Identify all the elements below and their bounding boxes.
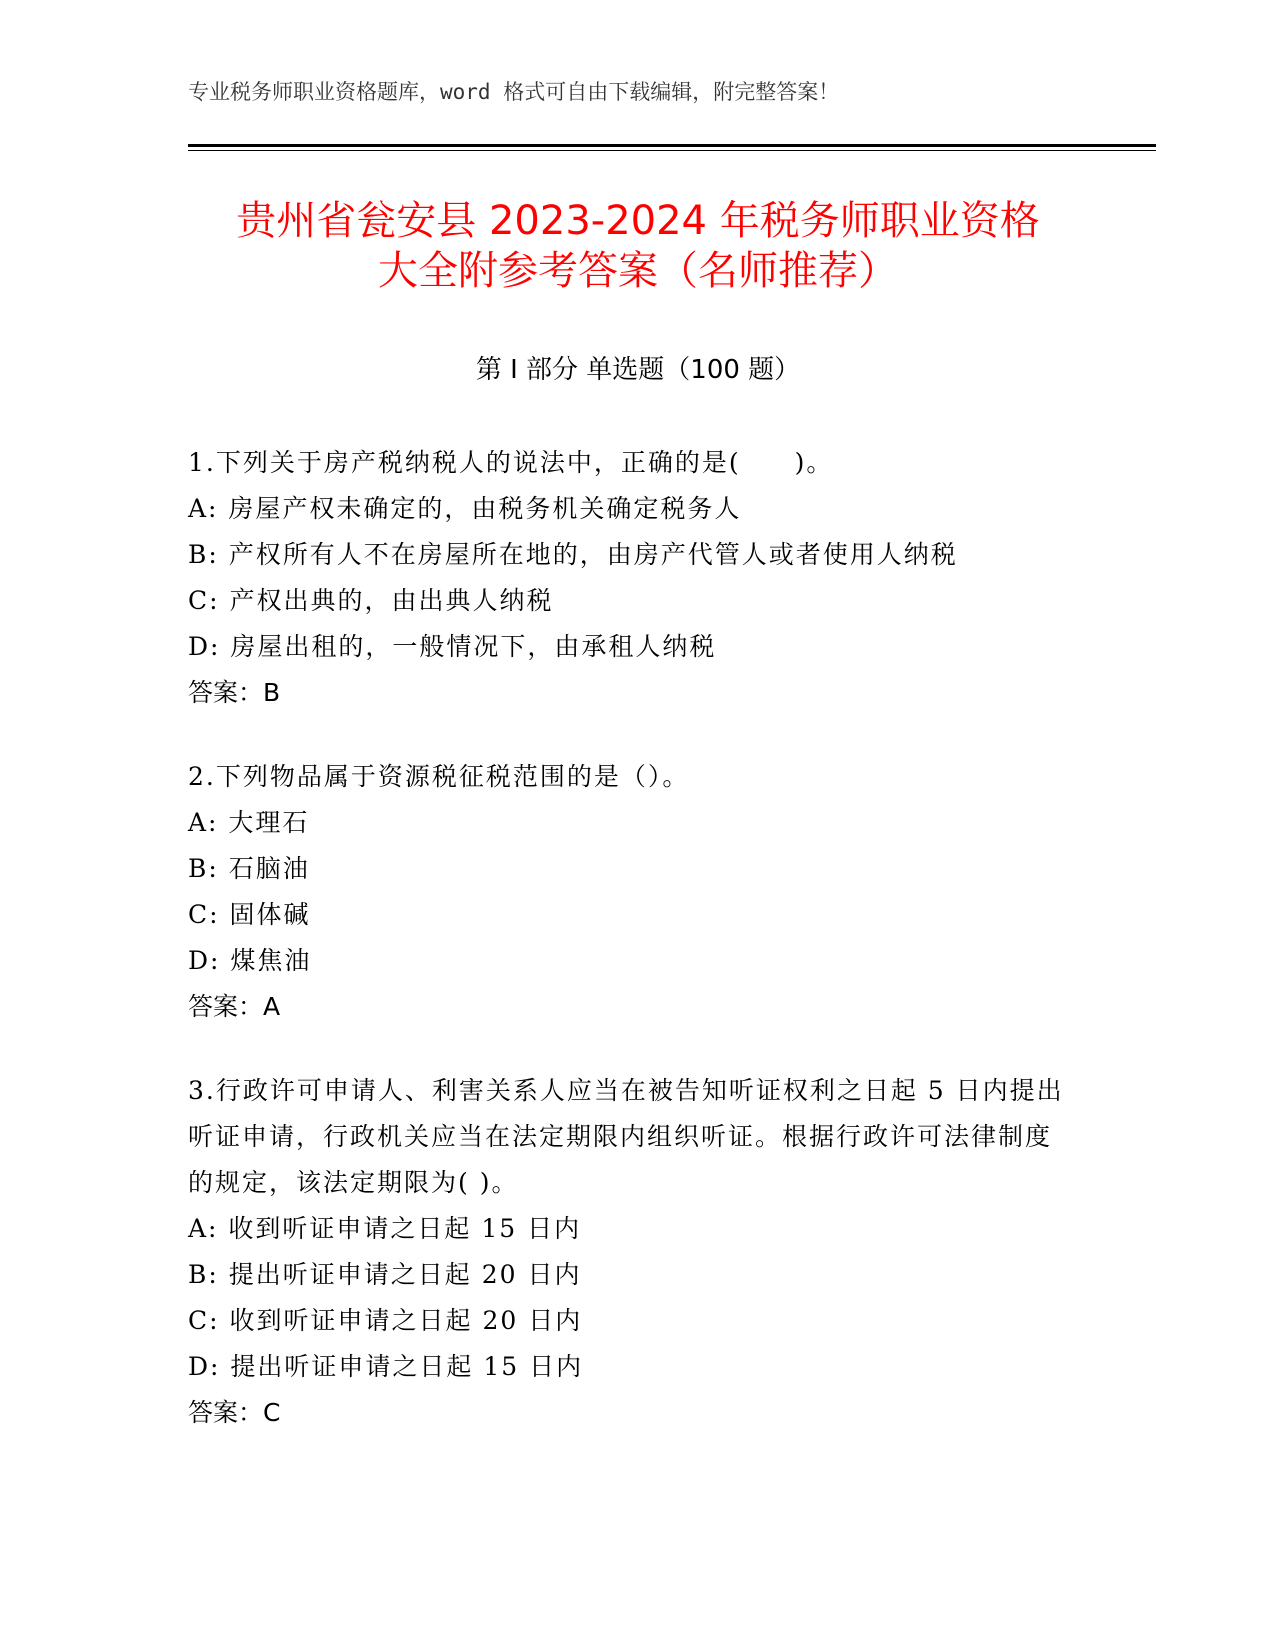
answer: 答案：A — [188, 992, 281, 1021]
option-c: C: 产权出典的，由出典人纳税 — [188, 586, 554, 615]
header-rule-thin — [188, 150, 1156, 151]
option-b: B: 提出听证申请之日起 20 日内 — [188, 1260, 582, 1289]
header-rule-thick — [188, 144, 1156, 147]
question-stem: 3.行政许可申请人、利害关系人应当在被告知听证权利之日起 5 日内提出听证申请，行政机关应当在法定期限内组织听证。根据行政许可法律制度的规定，该法定期限为( )。 — [188, 1076, 1064, 1197]
option-c: C: 固体碱 — [188, 900, 311, 929]
title-line: 贵州省瓮安县 2023-2024 年税务师职业资格 — [236, 198, 1040, 244]
document-title — [140, 196, 1136, 296]
option-c: C: 收到听证申请之日起 20 日内 — [188, 1306, 583, 1335]
option-a: A: 收到听证申请之日起 15 日内 — [188, 1214, 582, 1243]
option-d: D: 煤焦油 — [188, 946, 312, 975]
option-d: D: 提出听证申请之日起 15 日内 — [188, 1352, 584, 1381]
question-2 — [188, 754, 1068, 1030]
section-heading: 第 I 部分 单选题（100 题） — [475, 355, 801, 385]
question-1 — [188, 440, 1068, 716]
answer: 答案：C — [188, 1398, 281, 1427]
header-note: 专业税务师职业资格题库，word 格式可自由下载编辑，附完整答案！ — [188, 80, 840, 104]
question-3 — [188, 1068, 1068, 1436]
question-stem: 1.下列关于房产税纳税人的说法中，正确的是( )。 — [188, 448, 834, 477]
question-list — [188, 440, 1068, 1474]
question-stem: 2.下列物品属于资源税征税范围的是（）。 — [188, 762, 690, 791]
answer: 答案：B — [188, 678, 281, 707]
title-line: 大全附参考答案（名师推荐） — [378, 248, 898, 294]
option-a: A: 房屋产权未确定的，由税务机关确定税务人 — [188, 494, 742, 523]
option-d: D: 房屋出租的，一般情况下，由承租人纳税 — [188, 632, 717, 661]
option-a: A: 大理石 — [188, 808, 310, 837]
option-b: B: 石脑油 — [188, 854, 310, 883]
option-b: B: 产权所有人不在房屋所在地的，由房产代管人或者使用人纳税 — [188, 540, 958, 569]
